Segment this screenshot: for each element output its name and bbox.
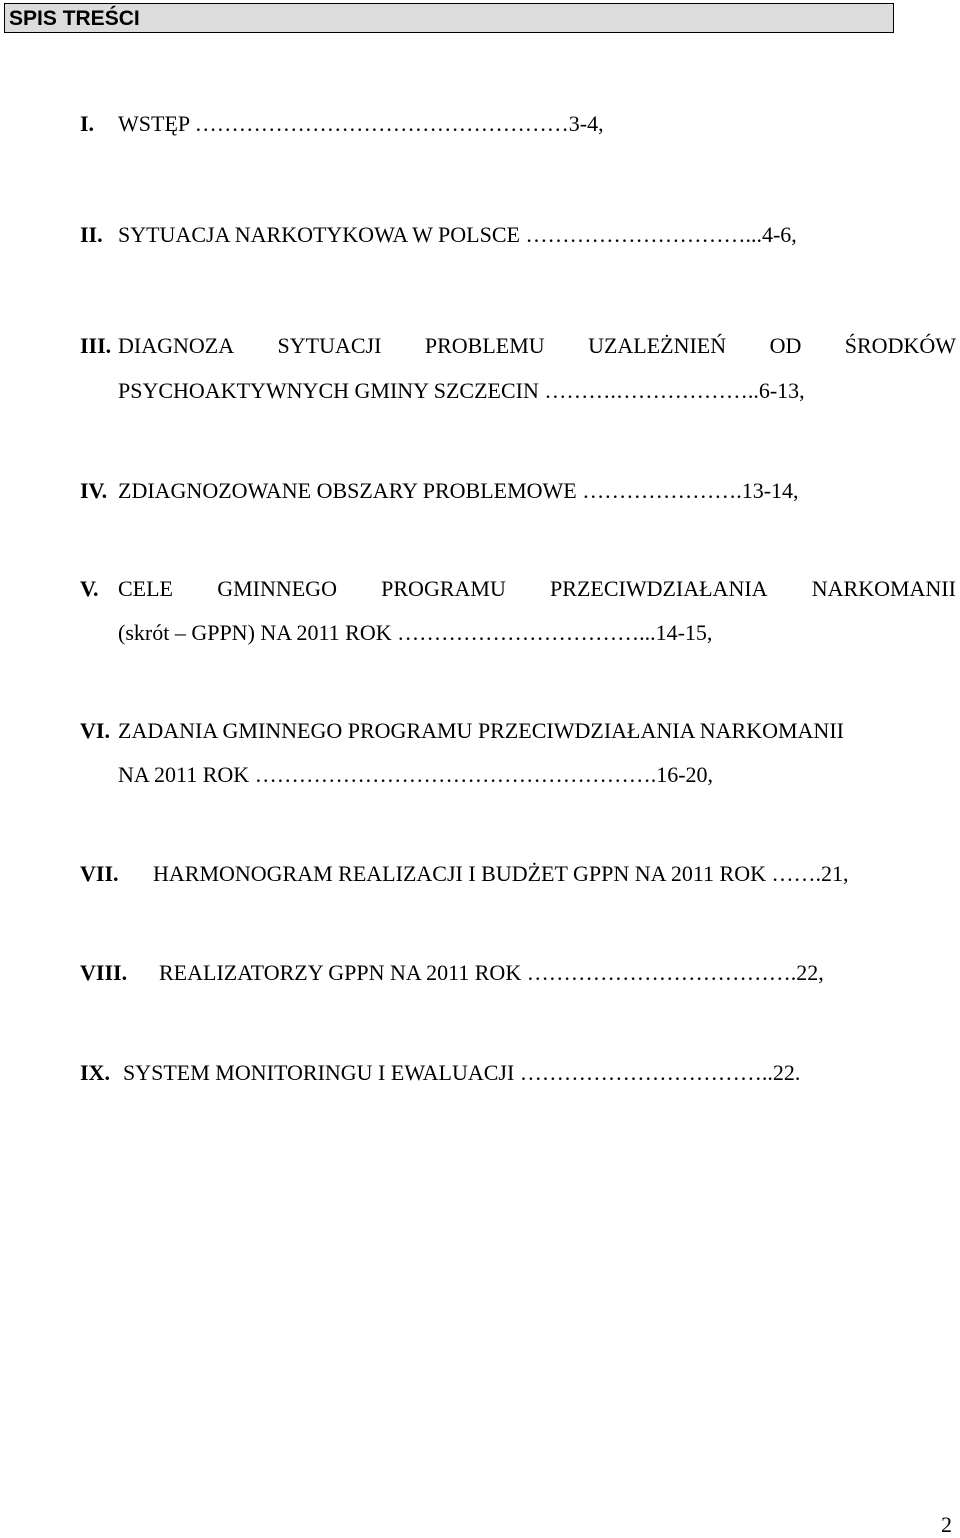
toc-leader-dots: ………………………………………………: [254, 762, 651, 787]
toc-entry-pages: ...14-15,: [639, 620, 713, 645]
toc-entry-pages: ..6-13,: [747, 378, 805, 403]
toc-entry-5-number-line: [80, 576, 99, 602]
toc-entry-pages: ..22.: [761, 1060, 801, 1085]
toc-entry-pages: .21,: [815, 861, 849, 886]
toc-entry-number: II.: [80, 222, 103, 247]
toc-entry-number: IX.: [80, 1060, 110, 1085]
toc-leader-dots: ………………………………: [526, 960, 791, 985]
toc-title: SPIS TREŚCI: [9, 7, 140, 30]
toc-entry-title: SYTUACJA NARKOTYKOWA W POLSCE …………………………...4-6,: [118, 222, 797, 247]
toc-entry-pages: .22,: [790, 960, 824, 985]
toc-entry-3-line2: PSYCHOAKTYWNYCH GMINY SZCZECIN ……….………………..6-13,: [118, 378, 805, 403]
toc-leader-dots: …………………: [582, 478, 737, 503]
toc-leader-dots: ……………………………: [519, 1060, 762, 1085]
toc-entry-title: SYSTEM MONITORINGU I EWALUACJI ……………………………..22.: [123, 1060, 801, 1085]
toc-entry-pages: .13-14,: [736, 478, 799, 503]
toc-entry-6: [80, 718, 844, 744]
toc-header: [4, 3, 894, 33]
toc-entry-number: VIII.: [80, 960, 128, 985]
toc-entry-number: V.: [80, 576, 99, 601]
toc-entry-number: IV.: [80, 478, 108, 503]
toc-entry-3-title: DIAGNOZA SYTUACJI PROBLEMU UZALEŻNIEŃ OD ŚRODKÓW: [118, 333, 956, 358]
toc-entry-number: I.: [80, 111, 95, 136]
toc-entry-title: ZDIAGNOZOWANE OBSZARY PROBLEMOWE ………………….13-14,: [118, 478, 799, 503]
toc-entry-4: [80, 478, 799, 504]
toc-entry-5-title: CELE GMINNEGO PROGRAMU PRZECIWDZIAŁANIA NARKOMANII: [118, 576, 956, 601]
toc-entry-title: REALIZATORZY GPPN NA 2011 ROK ……………………………….22,: [159, 960, 824, 985]
toc-entry-7: [80, 861, 849, 887]
toc-entry-5-line2: (skrót – GPPN) NA 2011 ROK ……………………………...14-15,: [118, 620, 713, 645]
toc-entry-6-line2: NA 2011 ROK ……………………………………………….16-20,: [118, 762, 714, 787]
toc-entry-8: [80, 960, 824, 986]
toc-entry-title: ZADANIA GMINNEGO PROGRAMU PRZECIWDZIAŁANIA NARKOMANII: [118, 718, 844, 743]
toc-leader-dots: ……: [771, 861, 816, 886]
toc-entry-2: [80, 222, 797, 248]
toc-entry-number: III.: [80, 333, 112, 358]
page-number: 2: [941, 1512, 952, 1537]
toc-entry-9: [80, 1060, 801, 1086]
toc-leader-dots: ……….………………: [544, 378, 748, 403]
toc-entry-number: VI.: [80, 718, 110, 743]
toc-entry-pages: ...4-6,: [745, 222, 797, 247]
toc-leader-dots: …………………………: [525, 222, 746, 247]
toc-entry-number: VII.: [80, 861, 119, 886]
toc-entry-3-number-line: [80, 333, 111, 359]
toc-entry-pages: .16-20,: [650, 762, 714, 787]
toc-entry-title: WSTĘP ……………………………………………3-4,: [118, 111, 604, 136]
toc-leader-dots: ……………………………………………: [194, 111, 569, 136]
toc-entry-title: HARMONOGRAM REALIZACJI I BUDŻET GPPN NA 2011 ROK …….21,: [153, 861, 849, 886]
toc-leader-dots: ……………………………: [397, 620, 640, 645]
toc-entry-1: [80, 111, 604, 137]
toc-entry-pages: 3-4,: [568, 111, 604, 136]
